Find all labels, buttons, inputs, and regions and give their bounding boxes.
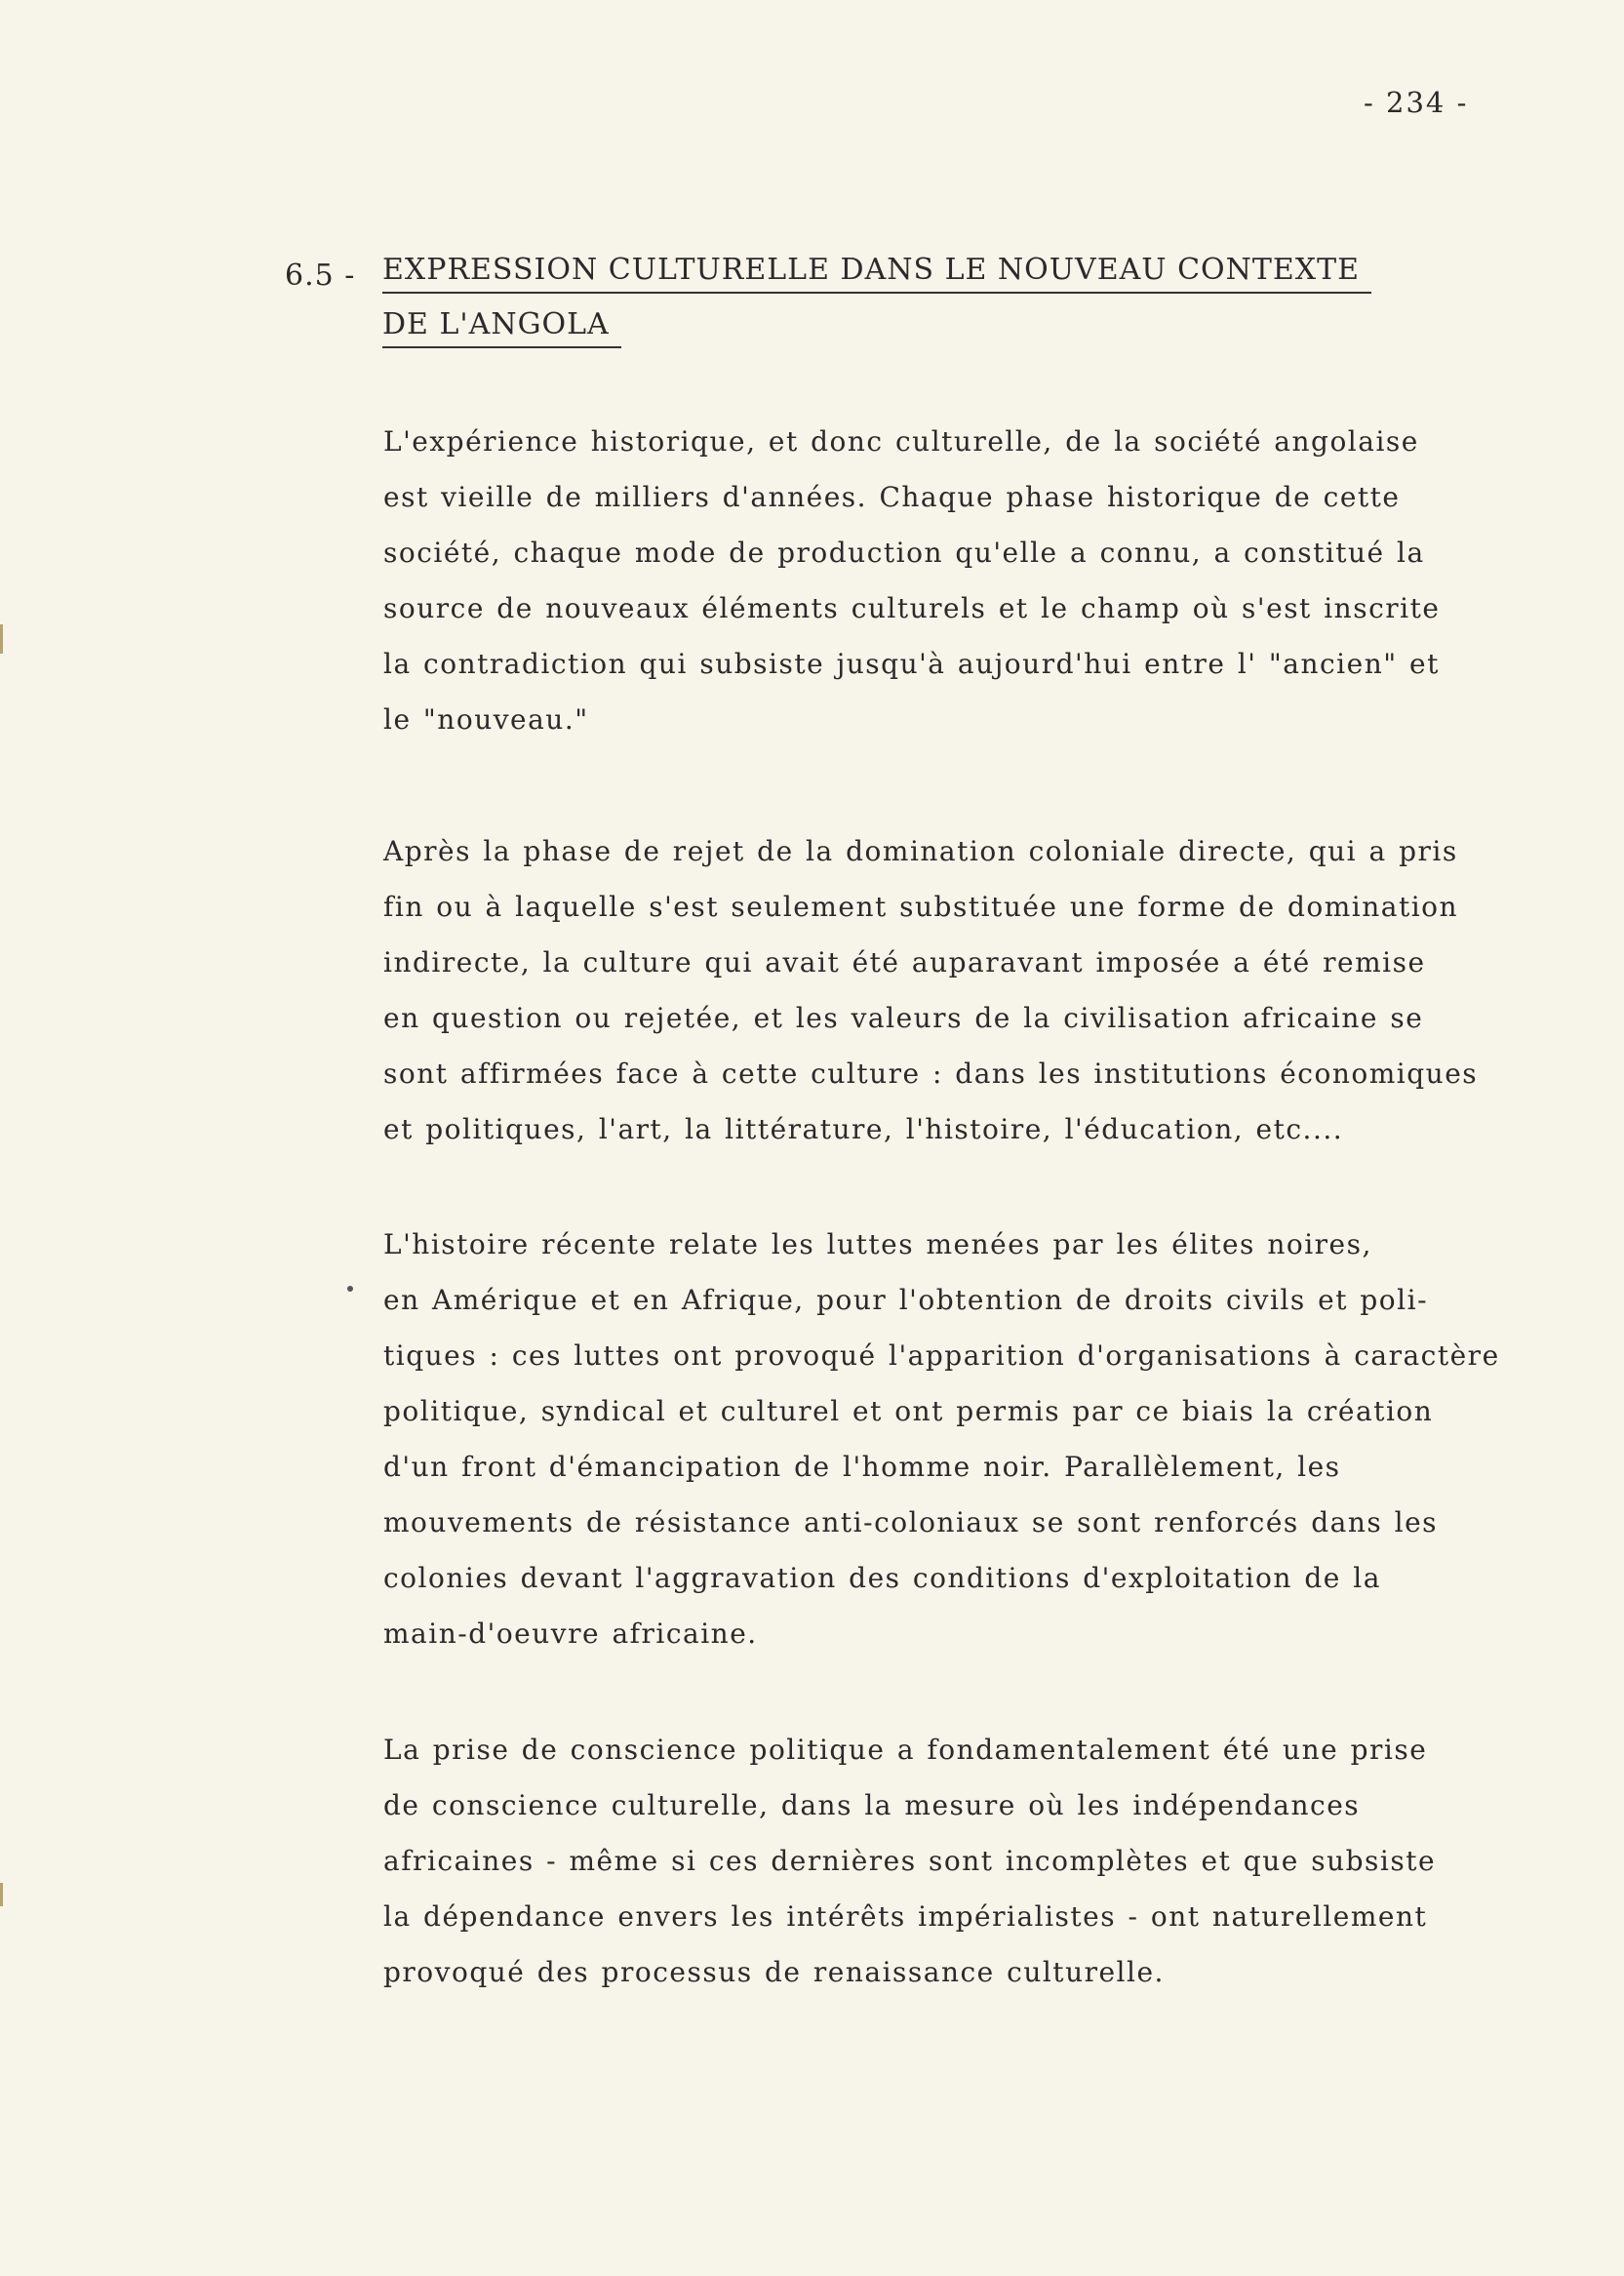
paragraph-2 (383, 823, 1583, 1157)
text-line: indirecte, la culture qui avait été auparavant imposée a été remise (383, 946, 1426, 978)
text-line: L'expérience historique, et donc culturelle, de la société angolaise (383, 425, 1419, 458)
text-line: politique, syndical et culturel et ont permis par ce biais la création (383, 1395, 1434, 1427)
section-title-line-2: DE L'ANGOLA (382, 303, 621, 348)
text-line: société, chaque mode de production qu'elle a connu, a constitué la (383, 537, 1425, 569)
text-line: et politiques, l'art, la littérature, l'histoire, l'éducation, etc.... (383, 1113, 1344, 1145)
text-line: source de nouveaux éléments culturels et le champ où s'est inscrite (383, 592, 1441, 624)
text-line: Après la phase de rejet de la domination coloniale directe, qui a pris (383, 835, 1458, 867)
text-line: en Amérique et en Afrique, pour l'obtention de droits civils et poli- (383, 1284, 1429, 1316)
text-line: colonies devant l'aggravation des conditions d'exploitation de la (383, 1562, 1381, 1594)
text-line: en question ou rejetée, et les valeurs de la civilisation africaine se (383, 1002, 1424, 1034)
text-line: d'un front d'émancipation de l'homme noir. Parallèlement, les (383, 1451, 1341, 1483)
section-title-line-1: EXPRESSION CULTURELLE DANS LE NOUVEAU CONTEXTE (382, 249, 1371, 294)
margin-dot (347, 1286, 353, 1292)
paragraph-3 (383, 1217, 1583, 1661)
page-edge-mark (0, 1883, 3, 1906)
paragraph-4 (383, 1722, 1583, 2000)
text-line: sont affirmées face à cette culture : dans les institutions économiques (383, 1058, 1479, 1090)
text-line: la dépendance envers les intérêts impérialistes - ont naturellement (383, 1900, 1428, 1933)
text-line: L'histoire récente relate les luttes menées par les élites noires, (383, 1228, 1372, 1260)
text-line: main-d'oeuvre africaine. (383, 1617, 758, 1650)
text-line: le "nouveau." (383, 703, 589, 736)
section-number: 6.5 - (285, 259, 356, 293)
text-line: est vieille de milliers d'années. Chaque phase historique de cette (383, 481, 1401, 513)
text-line: fin ou à laquelle s'est seulement substituée une forme de domination (383, 891, 1459, 923)
page-edge-mark (0, 624, 3, 654)
text-line: provoqué des processus de renaissance culturelle. (383, 1956, 1165, 1988)
text-line: mouvements de résistance anti-coloniaux se sont renforcés dans les (383, 1506, 1439, 1538)
text-line: la contradiction qui subsiste jusqu'à aujourd'hui entre l' "ancien" et (383, 648, 1440, 680)
page-number: - 234 - (1364, 86, 1469, 119)
text-line: de conscience culturelle, dans la mesure où les indépendances (383, 1789, 1361, 1821)
text-line: tiques : ces luttes ont provoqué l'apparition d'organisations à caractère (383, 1339, 1500, 1372)
text-line: africaines - même si ces dernières sont incomplètes et que subsiste (383, 1845, 1437, 1877)
paragraph-1 (383, 414, 1583, 747)
text-line: La prise de conscience politique a fondamentalement été une prise (383, 1734, 1428, 1766)
